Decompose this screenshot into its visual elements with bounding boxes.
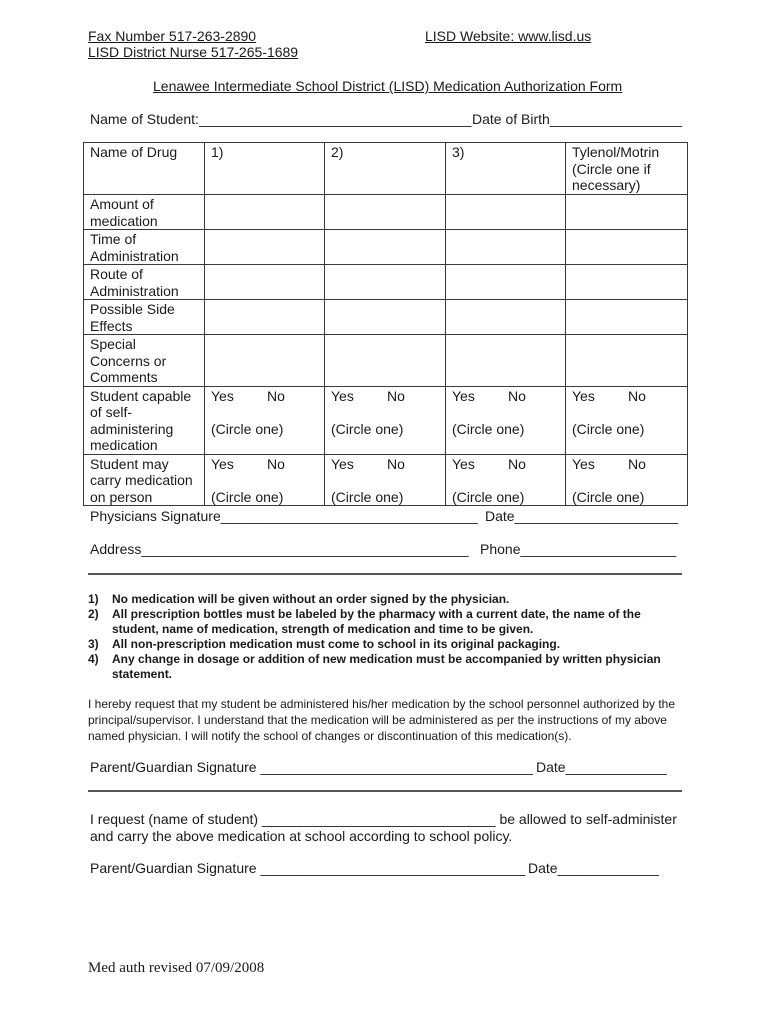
circle-one-note: (Circle one)	[572, 488, 645, 505]
fax-number: Fax Number 517-263-2890	[88, 28, 257, 44]
website: LISD Website: www.lisd.us	[425, 28, 592, 44]
yes-option[interactable]: Yes	[452, 455, 475, 472]
table-cell[interactable]	[566, 265, 688, 300]
yes-no-cell[interactable]	[446, 386, 566, 454]
circle-one-note: (Circle one)	[331, 420, 404, 437]
table-cell[interactable]	[566, 230, 688, 265]
column-header[interactable]: 2)	[325, 143, 446, 195]
circle-one-note: (Circle one)	[211, 488, 284, 505]
column-header: Name of Drug	[84, 143, 205, 195]
list-item: 4) Any change in dosage or addition of new medication must be accompanied by written physician statement.	[88, 652, 661, 681]
yes-option[interactable]: Yes	[452, 387, 475, 404]
table-cell[interactable]	[566, 300, 688, 335]
address-field[interactable]: Address__________________________________________	[90, 541, 469, 557]
column-header: Tylenol/Motrin (Circle one if necessary)	[566, 143, 688, 195]
parent-signature-field-2[interactable]: Parent/Guardian Signature __________________________________	[90, 860, 526, 876]
row-label: Special Concerns or Comments	[84, 335, 205, 387]
yes-no-cell[interactable]	[566, 386, 688, 454]
circle-one-note: (Circle one)	[572, 420, 645, 437]
divider	[88, 790, 682, 792]
yes-no-cell[interactable]	[325, 454, 446, 506]
self-admin-request-line[interactable]: I request (name of student) ______________________________ be allowed to self-administer	[90, 811, 677, 827]
table-cell[interactable]	[446, 335, 566, 387]
table-cell[interactable]	[446, 230, 566, 265]
circle-one-note: (Circle one)	[331, 488, 404, 505]
yes-option[interactable]: Yes	[572, 387, 595, 404]
row-label: Route of Administration	[84, 265, 205, 300]
no-option[interactable]: No	[267, 455, 285, 472]
list-item: 3) All non-prescription medication must come to school in its original packaging.	[88, 637, 561, 651]
row-label: Amount of medication	[84, 195, 205, 230]
yes-option[interactable]: Yes	[331, 455, 354, 472]
table-cell[interactable]	[205, 265, 325, 300]
yes-no-cell[interactable]	[205, 454, 325, 506]
table-cell[interactable]	[566, 335, 688, 387]
table-cell[interactable]	[325, 300, 446, 335]
phone-field[interactable]: Phone____________________	[480, 541, 677, 557]
yes-no-cell[interactable]	[325, 386, 446, 454]
table-cell[interactable]	[325, 195, 446, 230]
rules-list	[88, 592, 678, 682]
yes-no-cell[interactable]	[205, 386, 325, 454]
parent-signature-field[interactable]: Parent/Guardian Signature ___________________________________	[90, 759, 533, 775]
physician-signature-field[interactable]: Physicians Signature_________________________________	[90, 508, 478, 524]
circle-one-note: (Circle one)	[211, 420, 284, 437]
district-nurse: LISD District Nurse 517-265-1689	[88, 44, 299, 60]
table-cell[interactable]	[325, 265, 446, 300]
parent-date-field-2[interactable]: Date_____________	[528, 860, 659, 876]
yes-no-cell[interactable]	[446, 454, 566, 506]
no-option[interactable]: No	[387, 387, 405, 404]
yes-option[interactable]: Yes	[572, 455, 595, 472]
no-option[interactable]: No	[267, 387, 285, 404]
table-cell[interactable]	[205, 300, 325, 335]
table-cell[interactable]	[325, 335, 446, 387]
circle-one-note: (Circle one)	[452, 488, 525, 505]
yes-option[interactable]: Yes	[331, 387, 354, 404]
table-cell[interactable]	[446, 265, 566, 300]
table-row	[84, 454, 688, 506]
list-item: 2) All prescription bottles must be labeled by the pharmacy with a current date, the name of the student, name of medication, strength of medication and time to be given.	[88, 607, 641, 636]
table-cell[interactable]	[446, 195, 566, 230]
table-row	[84, 386, 688, 454]
table-row	[84, 230, 688, 265]
column-header[interactable]: 3)	[446, 143, 566, 195]
table-header-row	[84, 143, 688, 195]
no-option[interactable]: No	[387, 455, 405, 472]
yes-option[interactable]: Yes	[211, 455, 234, 472]
table-cell[interactable]	[205, 335, 325, 387]
yes-no-cell[interactable]	[566, 454, 688, 506]
table-row	[84, 195, 688, 230]
no-option[interactable]: No	[508, 387, 526, 404]
revision-footer: Med auth revised 07/09/2008	[88, 960, 265, 976]
no-option[interactable]: No	[628, 455, 646, 472]
yes-option[interactable]: Yes	[211, 387, 234, 404]
student-name-field[interactable]: Name of Student:___________________________________	[90, 111, 472, 127]
self-admin-request-line-2: and carry the above medication at school according to school policy.	[90, 828, 513, 844]
medication-table	[83, 142, 688, 506]
parent-date-field[interactable]: Date_____________	[536, 759, 667, 775]
table-cell[interactable]	[205, 195, 325, 230]
table-row	[84, 300, 688, 335]
divider	[88, 573, 682, 575]
row-label: Student may carry medication on person	[84, 454, 205, 506]
physician-date-field[interactable]: Date_____________________	[485, 508, 679, 524]
table-cell[interactable]	[205, 230, 325, 265]
row-label: Time of Administration	[84, 230, 205, 265]
table-cell[interactable]	[325, 230, 446, 265]
table-row	[84, 265, 688, 300]
list-item: 1) No medication will be given without an order signed by the physician.	[88, 592, 510, 606]
table-cell[interactable]	[446, 300, 566, 335]
no-option[interactable]: No	[628, 387, 646, 404]
column-header[interactable]: 1)	[205, 143, 325, 195]
request-paragraph: I hereby request that my student be administered his/her medication by the school personnel authorized by the principal/supervisor. I understand that the medication will be administered as per the instructions of my above named physician. I will notify the school of changes or discontinuation of this medication(s).	[88, 697, 676, 743]
table-row	[84, 335, 688, 387]
row-label: Possible Side Effects	[84, 300, 205, 335]
no-option[interactable]: No	[508, 455, 526, 472]
date-of-birth-field[interactable]: Date of Birth_________________	[472, 111, 683, 127]
circle-one-note: (Circle one)	[452, 420, 525, 437]
form-title: Lenawee Intermediate School District (LISD) Medication Authorization Form	[153, 78, 623, 94]
row-label: Student capable of self-administering medication	[84, 386, 205, 454]
table-cell[interactable]	[566, 195, 688, 230]
